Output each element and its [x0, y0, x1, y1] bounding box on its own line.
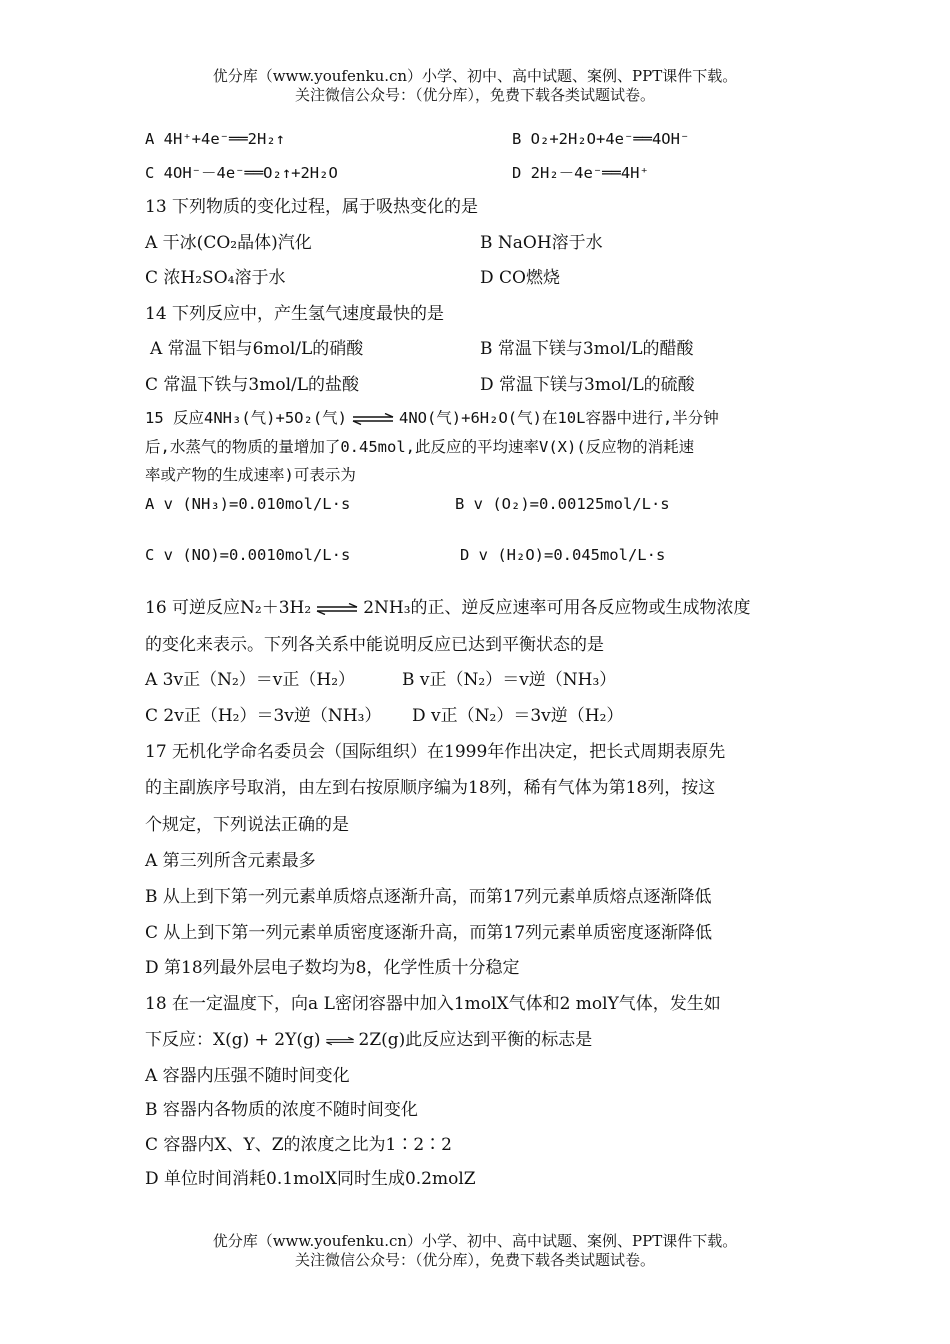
q18-option-b: B 容器内各物质的浓度不随时间变化: [145, 1100, 418, 1120]
q16-stem-line-1: [145, 597, 751, 619]
q13-option-b: B NaOH溶于水: [480, 233, 603, 253]
q13-option-d: D CO燃烧: [480, 268, 560, 288]
q15-stem-line-3: 率或产物的生成速率)可表示为: [145, 466, 356, 484]
equilibrium-arrow-icon: [351, 413, 395, 425]
page-footer: [0, 1232, 950, 1270]
q13-stem: 13 下列物质的变化过程，属于吸热变化的是: [145, 197, 479, 217]
q15-option-a: A v (NH₃)=0.010mol/L·s: [145, 495, 351, 513]
q12-option-b: B O₂+2H₂O+4e⁻══4OH⁻: [512, 130, 690, 148]
equilibrium-arrow-icon: [315, 603, 359, 615]
q13-option-c: C 浓H₂SO₄溶于水: [145, 268, 286, 288]
q16-stem-pre: 16 可逆反应N₂＋3H₂: [145, 598, 312, 618]
q15-stem-pre: 15 反应4NH₃(气)+5O₂(气): [145, 409, 347, 427]
q14-option-d: D 常温下镁与3mol/L的硫酸: [480, 375, 695, 395]
q17-stem-line-2: 的主副族序号取消，由左到右按原顺序编为18列，稀有气体为第18列，按这: [145, 778, 716, 798]
q16-stem-line-2: 的变化来表示。下列各关系中能说明反应已达到平衡状态的是: [145, 635, 604, 655]
q15-option-d: D v (H₂O)=0.045mol/L·s: [460, 546, 666, 564]
q17-option-b: B 从上到下第一列元素单质熔点逐渐升高，而第17列元素单质熔点逐渐降低: [145, 887, 712, 907]
page-header: [0, 67, 950, 105]
q18-option-d: D 单位时间消耗0.1molX同时生成0.2molZ: [145, 1169, 476, 1189]
q16-option-b: B v正（N₂）＝v逆（NH₃）: [402, 670, 617, 690]
q14-option-b: B 常温下镁与3mol/L的醋酸: [480, 339, 694, 359]
q12-option-a: A 4H⁺+4e⁻══2H₂↑: [145, 130, 285, 148]
q15-option-b: B v (O₂)=0.00125mol/L·s: [455, 495, 670, 513]
q18-stem-pre: 下反应：X(g) + 2Y(g): [145, 1030, 321, 1050]
header-line-2: 关注微信公众号：（优分库），免费下载各类试题试卷。: [294, 86, 655, 104]
q13-option-a: A 干冰(CO₂晶体)汽化: [145, 233, 312, 253]
q15-option-c: C v (NO)=0.0010mol/L·s: [145, 546, 351, 564]
q17-option-d: D 第18列最外层电子数均为8，化学性质十分稳定: [145, 958, 520, 978]
q17-option-a: A 第三列所含元素最多: [145, 851, 316, 871]
q16-option-d: D v正（N₂）＝3v逆（H₂）: [412, 706, 624, 726]
q18-stem-line-2: [145, 1029, 592, 1051]
q16-stem-post: 2NH₃的正、逆反应速率可用各反应物或生成物浓度: [363, 598, 751, 618]
q18-option-c: C 容器内X、Y、Z的浓度之比为1∶2∶2: [145, 1135, 452, 1155]
q18-stem-line-1: 18 在一定温度下，向a L密闭容器中加入1molX气体和2 molY气体，发生如: [145, 994, 721, 1014]
q17-stem-line-3: 个规定，下列说法正确的是: [145, 815, 349, 835]
q15-stem-post: 4NO(气)+6H₂O(气)在10L容器中进行,半分钟: [398, 409, 719, 427]
q15-stem-line-2: 后,水蒸气的物质的量增加了0.45mol,此反应的平均速率V(X)(反应物的消耗速: [145, 438, 695, 456]
q16-option-c: C 2v正（H₂）＝3v逆（NH₃）: [145, 706, 382, 726]
footer-line-2: 关注微信公众号：（优分库），免费下载各类试题试卷。: [294, 1251, 655, 1269]
q12-option-c: C 4OH⁻－4e⁻══O₂↑+2H₂O: [145, 164, 338, 182]
q14-option-c: C 常温下铁与3mol/L的盐酸: [145, 375, 360, 395]
equilibrium-arrow-icon: [325, 1035, 355, 1047]
q17-option-c: C 从上到下第一列元素单质密度逐渐升高，而第17列元素单质密度逐渐降低: [145, 923, 713, 943]
q18-option-a: A 容器内压强不随时间变化: [145, 1066, 350, 1086]
q18-stem-post: 2Z(g)此反应达到平衡的标志是: [358, 1030, 593, 1050]
q14-option-a: A 常温下铝与6mol/L的硝酸: [150, 339, 364, 359]
footer-line-1: 优分库（www.youfenku.cn）小学、初中、高中试题、案例、PPT课件下载。: [212, 1232, 738, 1250]
q12-option-d: D 2H₂－4e⁻══4H⁺: [512, 164, 649, 182]
q14-stem: 14 下列反应中，产生氢气速度最快的是: [145, 304, 445, 324]
header-line-1: 优分库（www.youfenku.cn）小学、初中、高中试题、案例、PPT课件下载。: [212, 67, 738, 85]
q16-option-a: A 3v正（N₂）＝v正（H₂）: [145, 670, 356, 690]
q17-stem-line-1: 17 无机化学命名委员会（国际组织）在1999年作出决定，把长式周期表原先: [145, 742, 726, 762]
q15-stem-line-1: [145, 407, 719, 429]
